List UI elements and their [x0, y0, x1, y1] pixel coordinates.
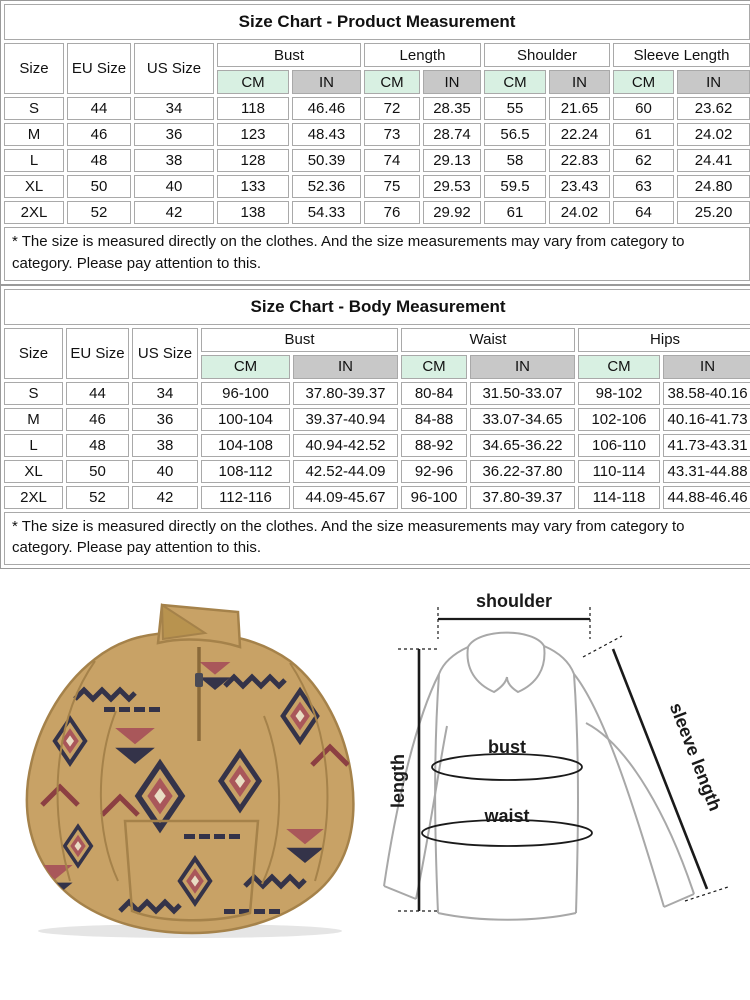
table-cell: 25.20: [677, 201, 750, 224]
table-cell: 42: [134, 201, 214, 224]
table-cell: XL: [4, 460, 63, 483]
table-cell: 74: [364, 149, 420, 172]
body-measurement-table: [0, 285, 750, 570]
table-cell: 92-96: [401, 460, 467, 483]
table-cell: 48: [66, 434, 129, 457]
table-cell: 75: [364, 175, 420, 198]
table-cell: 55: [484, 97, 546, 120]
table-cell: 24.02: [677, 123, 750, 146]
table-cell: 2XL: [4, 486, 63, 509]
table-cell: 29.13: [423, 149, 481, 172]
pullover-body: [27, 633, 354, 933]
table-cell: 48.43: [292, 123, 361, 146]
unit-header-cm: CM: [201, 355, 290, 379]
table-cell: 36: [134, 123, 214, 146]
table-cell: XL: [4, 175, 64, 198]
group-header-sleeve-length: Sleeve Length: [613, 43, 750, 67]
product-measurement-table: [0, 0, 750, 285]
table-cell: 62: [613, 149, 674, 172]
table-cell: 34: [132, 382, 198, 405]
table-cell: 100-104: [201, 408, 290, 431]
table-cell: 38: [132, 434, 198, 457]
table-cell: 60: [613, 97, 674, 120]
group-header-row: [4, 43, 750, 67]
garment-measure-diagram: [380, 581, 750, 939]
table-cell: 36: [132, 408, 198, 431]
table-cell: 37.80-39.37: [470, 486, 575, 509]
table-cell: 2XL: [4, 201, 64, 224]
table-cell: 23.62: [677, 97, 750, 120]
table-row: [4, 97, 750, 120]
group-header-length: Length: [364, 43, 481, 67]
unit-header-cm: CM: [364, 70, 420, 94]
table-cell: 36.22-37.80: [470, 460, 575, 483]
table-cell: 44: [66, 382, 129, 405]
table-cell: 50: [67, 175, 131, 198]
product-photo: [0, 581, 380, 939]
table-cell: 84-88: [401, 408, 467, 431]
unit-header-in: IN: [677, 70, 750, 94]
table-cell: 56.5: [484, 123, 546, 146]
table-cell: 114-118: [578, 486, 660, 509]
table-cell: 58: [484, 149, 546, 172]
group-header-bust: Bust: [201, 328, 398, 352]
table-cell: 98-102: [578, 382, 660, 405]
unit-header-in: IN: [470, 355, 575, 379]
table-cell: 108-112: [201, 460, 290, 483]
bust-ellipse: [432, 754, 582, 780]
table-row: [4, 486, 750, 509]
shirt-outline: [384, 633, 694, 920]
table-cell: 44: [67, 97, 131, 120]
col-header-us-size: US Size: [134, 43, 214, 94]
table-cell: 46: [66, 408, 129, 431]
table-cell: 102-106: [578, 408, 660, 431]
table-cell: 40: [132, 460, 198, 483]
table-cell: 128: [217, 149, 289, 172]
unit-header-cm: CM: [217, 70, 289, 94]
table-cell: 50.39: [292, 149, 361, 172]
table-cell: 42: [132, 486, 198, 509]
table-cell: 42.52-44.09: [293, 460, 398, 483]
group-header-hips: Hips: [578, 328, 750, 352]
table-cell: 61: [484, 201, 546, 224]
title-row: [4, 4, 750, 40]
table-cell: 63: [613, 175, 674, 198]
group-header-waist: Waist: [401, 328, 575, 352]
product-table-footnote: * The size is measured directly on the clothes. And the size measurements may vary from category to category. Please pay attention to this.: [4, 227, 750, 281]
group-header-row: [4, 328, 750, 352]
table-cell: 44.09-45.67: [293, 486, 398, 509]
table-cell: 24.02: [549, 201, 610, 224]
table-row: [4, 408, 750, 431]
table-row: [4, 382, 750, 405]
shoulder-label: shoulder: [475, 591, 553, 611]
table-cell: L: [4, 149, 64, 172]
col-header-eu-size: EU Size: [67, 43, 131, 94]
body-table-title: Size Chart - Body Measurement: [4, 289, 750, 325]
table-cell: 34: [134, 97, 214, 120]
table-cell: 23.43: [549, 175, 610, 198]
table-cell: 34.65-36.22: [470, 434, 575, 457]
table-cell: 138: [217, 201, 289, 224]
table-cell: 40: [134, 175, 214, 198]
table-cell: 52: [66, 486, 129, 509]
table-row: [4, 434, 750, 457]
unit-header-in: IN: [293, 355, 398, 379]
unit-header-in: IN: [549, 70, 610, 94]
table-cell: 29.53: [423, 175, 481, 198]
table-cell: 24.41: [677, 149, 750, 172]
table-cell: 22.83: [549, 149, 610, 172]
table-cell: S: [4, 97, 64, 120]
table-cell: 46.46: [292, 97, 361, 120]
table-cell: 29.92: [423, 201, 481, 224]
table-row: [4, 201, 750, 224]
table-cell: M: [4, 408, 63, 431]
table-cell: 44.88-46.46: [663, 486, 750, 509]
table-cell: 31.50-33.07: [470, 382, 575, 405]
table-cell: 88-92: [401, 434, 467, 457]
unit-header-cm: CM: [613, 70, 674, 94]
table-cell: 61: [613, 123, 674, 146]
product-table-title: Size Chart - Product Measurement: [4, 4, 750, 40]
table-cell: 54.33: [292, 201, 361, 224]
table-row: [4, 149, 750, 172]
table-cell: 110-114: [578, 460, 660, 483]
table-cell: 37.80-39.37: [293, 382, 398, 405]
table-cell: 38: [134, 149, 214, 172]
footnote-row: [4, 227, 750, 281]
table-row: [4, 123, 750, 146]
body-table-body: [4, 382, 750, 509]
table-cell: 43.31-44.88: [663, 460, 750, 483]
table-row: [4, 460, 750, 483]
table-cell: 52: [67, 201, 131, 224]
table-cell: 41.73-43.31: [663, 434, 750, 457]
table-cell: 76: [364, 201, 420, 224]
table-cell: 96-100: [201, 382, 290, 405]
table-cell: 72: [364, 97, 420, 120]
table-cell: 24.80: [677, 175, 750, 198]
table-cell: L: [4, 434, 63, 457]
table-cell: 39.37-40.94: [293, 408, 398, 431]
col-header-eu-size: EU Size: [66, 328, 129, 379]
unit-header-in: IN: [292, 70, 361, 94]
fleece-pullover-image: [0, 581, 380, 939]
table-cell: 46: [67, 123, 131, 146]
product-table-body: [4, 97, 750, 224]
table-cell: S: [4, 382, 63, 405]
unit-header-in: IN: [663, 355, 750, 379]
table-cell: 59.5: [484, 175, 546, 198]
group-header-shoulder: Shoulder: [484, 43, 610, 67]
unit-header-in: IN: [423, 70, 481, 94]
bust-label: bust: [488, 737, 526, 757]
title-row: [4, 289, 750, 325]
body-table-footnote: * The size is measured directly on the clothes. And the size measurements may vary from category to category. Please pay attention to this.: [4, 512, 750, 566]
table-cell: 106-110: [578, 434, 660, 457]
table-cell: 40.94-42.52: [293, 434, 398, 457]
bottom-section: [0, 581, 750, 939]
col-header-size: Size: [4, 328, 63, 379]
waist-label: waist: [484, 806, 530, 826]
table-cell: M: [4, 123, 64, 146]
table-cell: 96-100: [401, 486, 467, 509]
table-cell: 28.35: [423, 97, 481, 120]
table-cell: 38.58-40.16: [663, 382, 750, 405]
table-cell: 21.65: [549, 97, 610, 120]
table-cell: 64: [613, 201, 674, 224]
unit-header-cm: CM: [484, 70, 546, 94]
unit-header-cm: CM: [578, 355, 660, 379]
table-cell: 52.36: [292, 175, 361, 198]
footnote-row: [4, 512, 750, 566]
table-cell: 48: [67, 149, 131, 172]
group-header-bust: Bust: [217, 43, 361, 67]
table-cell: 33.07-34.65: [470, 408, 575, 431]
length-label: length: [388, 754, 408, 808]
table-cell: 73: [364, 123, 420, 146]
col-header-size: Size: [4, 43, 64, 94]
table-cell: 112-116: [201, 486, 290, 509]
unit-header-cm: CM: [401, 355, 467, 379]
table-cell: 104-108: [201, 434, 290, 457]
measurement-diagram: [380, 581, 750, 939]
table-row: [4, 175, 750, 198]
table-cell: 50: [66, 460, 129, 483]
col-header-us-size: US Size: [132, 328, 198, 379]
table-cell: 118: [217, 97, 289, 120]
table-cell: 22.24: [549, 123, 610, 146]
sleeve-length-label: sleeve length: [665, 700, 726, 814]
table-cell: 28.74: [423, 123, 481, 146]
table-cell: 80-84: [401, 382, 467, 405]
table-cell: 123: [217, 123, 289, 146]
table-cell: 133: [217, 175, 289, 198]
table-cell: 40.16-41.73: [663, 408, 750, 431]
